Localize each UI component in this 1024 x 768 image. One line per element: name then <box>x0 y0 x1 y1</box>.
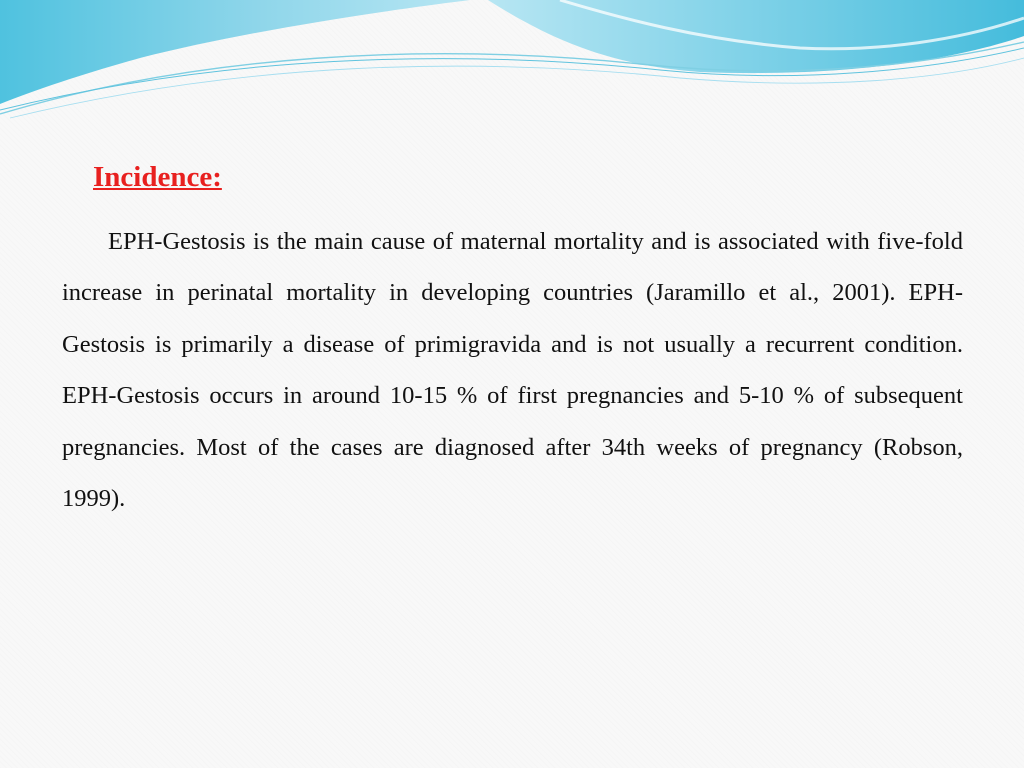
section-heading: Incidence: <box>93 161 222 193</box>
wave-main-band <box>0 0 470 104</box>
body-paragraph: EPH-Gestosis is the main cause of maternal mortality and is associated with five-fold increase in perinatal mortality in developing countries (Jaramillo et al., 2001). EPH-Gestosis is primarily a disease of primigravida and is not usually a recurrent condition. EPH-Gestosis occurs in around 10-15 % of first pregnancies and 5-10 % of subsequent pregnancies. Most of the cases are diagnosed after 34th weeks of pregnancy (Robson, 1999). <box>62 228 963 513</box>
decorative-wave-banner <box>0 0 1024 130</box>
